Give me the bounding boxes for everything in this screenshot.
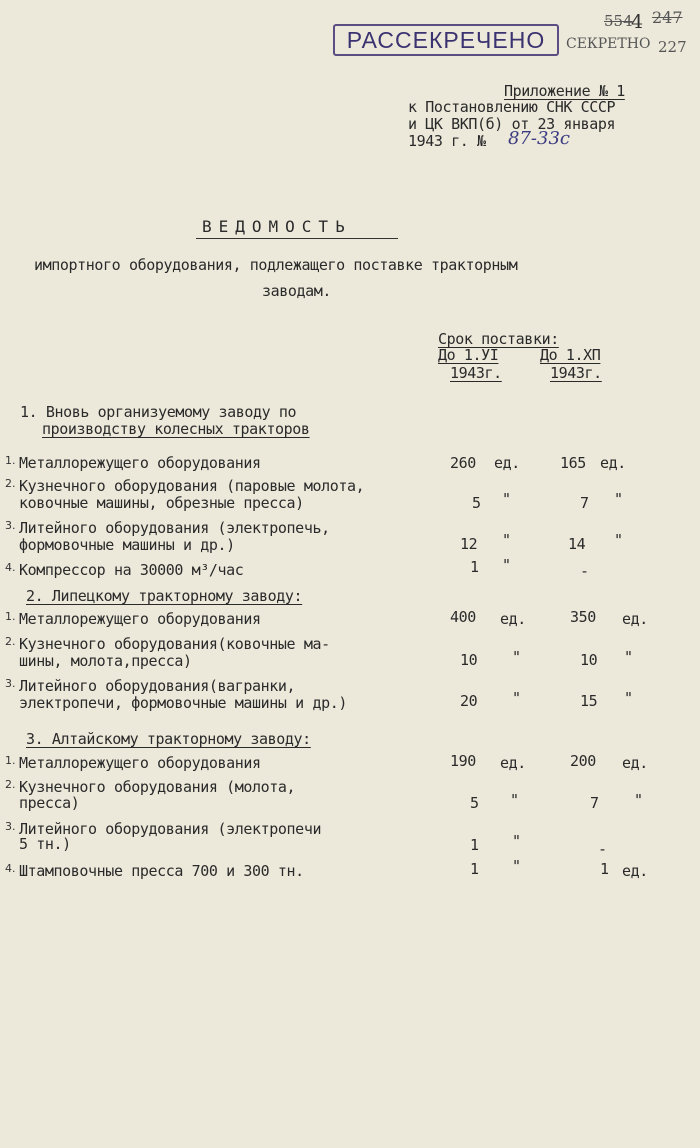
qty-column-1: 400: [450, 608, 476, 626]
appendix-line-1: Приложение № 1: [504, 82, 625, 100]
unit-column-2: ед.: [622, 862, 648, 880]
qty-column-1: 1: [470, 558, 479, 576]
qty-column-2: 7: [590, 794, 599, 812]
appendix-line-2: к Постановлению СНК СССР: [408, 98, 616, 116]
section-1-title: 1. Вновь организуемому заводу по: [20, 403, 297, 421]
item-description: Литейного оборудования(вагранки,: [19, 677, 296, 695]
item-number: 2.: [5, 778, 16, 791]
appendix-line-3: и ЦК ВКП(б) от 23 января: [408, 115, 616, 133]
qty-column-1: 1: [470, 836, 479, 854]
qty-column-2: 165: [560, 454, 586, 472]
page-number: 4: [631, 11, 644, 33]
unit-column-1: ": [502, 556, 511, 574]
unit-column-1: ед.: [500, 754, 526, 772]
title-subtitle-1: импортного оборудования, подлежащего поставке тракторным: [34, 256, 518, 274]
section-3-title: 3. Алтайскому тракторному заводу:: [26, 730, 311, 748]
item-number: 2.: [5, 477, 16, 490]
archive-number-crossed: 554: [604, 12, 633, 30]
item-number: 4.: [5, 862, 16, 875]
section-1-subtitle: производству колесных тракторов: [42, 420, 310, 438]
qty-column-2: 14: [568, 535, 586, 553]
unit-column-2: ед.: [622, 754, 648, 772]
appendix-line-4: 1943 г. №: [408, 132, 486, 150]
decree-number-handwritten: 87-33с: [508, 128, 570, 149]
item-description: Компрессор на 30000 м³/час: [19, 561, 244, 579]
qty-column-1: 20: [460, 692, 478, 710]
secret-mark: СЕКРЕТНО: [566, 36, 651, 52]
item-description: Металлорежущего оборудования: [19, 610, 261, 628]
title-subtitle-2: заводам.: [262, 282, 332, 300]
unit-column-1: ": [512, 857, 521, 875]
qty-column-2: -: [598, 840, 607, 858]
column-1-header: До 1.УI: [438, 346, 499, 364]
unit-column-2: ": [614, 531, 623, 549]
title-underline: [196, 238, 398, 239]
unit-column-1: ед.: [494, 454, 520, 472]
item-description: Литейного оборудования (электропечь,: [19, 519, 330, 537]
unit-column-1: ": [510, 791, 519, 809]
column-1-year: 1943г.: [450, 364, 502, 382]
column-2-year: 1943г.: [550, 364, 602, 382]
item-number: 3.: [5, 820, 16, 833]
item-description: Металлорежущего оборудования: [19, 454, 261, 472]
item-description-cont: пресса): [19, 794, 80, 812]
qty-column-2: -: [580, 562, 589, 580]
unit-column-1: ": [512, 648, 521, 666]
item-description-cont: ковочные машины, обрезные пресса): [19, 494, 304, 512]
item-description: Металлорежущего оборудования: [19, 754, 261, 772]
item-number: 3.: [5, 519, 16, 532]
qty-column-1: 1: [470, 860, 479, 878]
document-title: ВЕДОМОСТЬ: [202, 217, 352, 236]
qty-column-1: 12: [460, 535, 478, 553]
qty-column-1: 5: [470, 794, 479, 812]
qty-column-2: 7: [580, 494, 589, 512]
unit-column-1: ": [502, 531, 511, 549]
item-number: 1.: [5, 610, 16, 623]
qty-column-1: 260: [450, 454, 476, 472]
qty-column-1: 190: [450, 752, 476, 770]
item-description-cont: электропечи, формовочные машины и др.): [19, 694, 347, 712]
unit-column-2: ": [624, 648, 633, 666]
section-2-title: 2. Липецкому тракторному заводу:: [26, 587, 303, 605]
item-number: 2.: [5, 635, 16, 648]
item-number: 1.: [5, 454, 16, 467]
item-description: Кузнечного оборудования (паровые молота,: [19, 477, 365, 495]
item-description-cont: 5 тн.): [19, 835, 71, 853]
item-number: 3.: [5, 677, 16, 690]
item-description: Кузнечного оборудования (молота,: [19, 778, 296, 796]
unit-column-1: ": [512, 832, 521, 850]
unit-column-2: ед.: [600, 454, 626, 472]
qty-column-1: 5: [472, 494, 481, 512]
item-description-cont: формовочные машины и др.): [19, 536, 235, 554]
qty-column-2: 1: [600, 860, 609, 878]
unit-column-1: ед.: [500, 610, 526, 628]
declassified-stamp: РАССЕКРЕЧЕНО: [333, 24, 559, 56]
qty-column-2: 200: [570, 752, 596, 770]
unit-column-2: ед.: [622, 610, 648, 628]
unit-column-2: ": [624, 689, 633, 707]
unit-column-1: ": [512, 689, 521, 707]
column-2-header: До 1.ХП: [540, 346, 601, 364]
unit-column-2: ": [634, 791, 643, 809]
qty-column-1: 10: [460, 651, 478, 669]
qty-column-2: 10: [580, 651, 598, 669]
item-description: Кузнечного оборудования(ковочные ма-: [19, 635, 330, 653]
item-number: 1.: [5, 754, 16, 767]
archive-number-a: 247: [652, 8, 683, 27]
archive-number-b: 227: [658, 38, 687, 56]
item-number: 4.: [5, 561, 16, 574]
qty-column-2: 350: [570, 608, 596, 626]
delivery-term-header: Срок поставки:: [438, 330, 559, 348]
item-description-cont: шины, молота,пресса): [19, 652, 192, 670]
item-description: Литейного оборудования (электропечи: [19, 820, 322, 838]
unit-column-1: ": [502, 490, 511, 508]
qty-column-2: 15: [580, 692, 598, 710]
unit-column-2: ": [614, 490, 623, 508]
item-description: Штамповочные пресса 700 и 300 тн.: [19, 862, 304, 880]
